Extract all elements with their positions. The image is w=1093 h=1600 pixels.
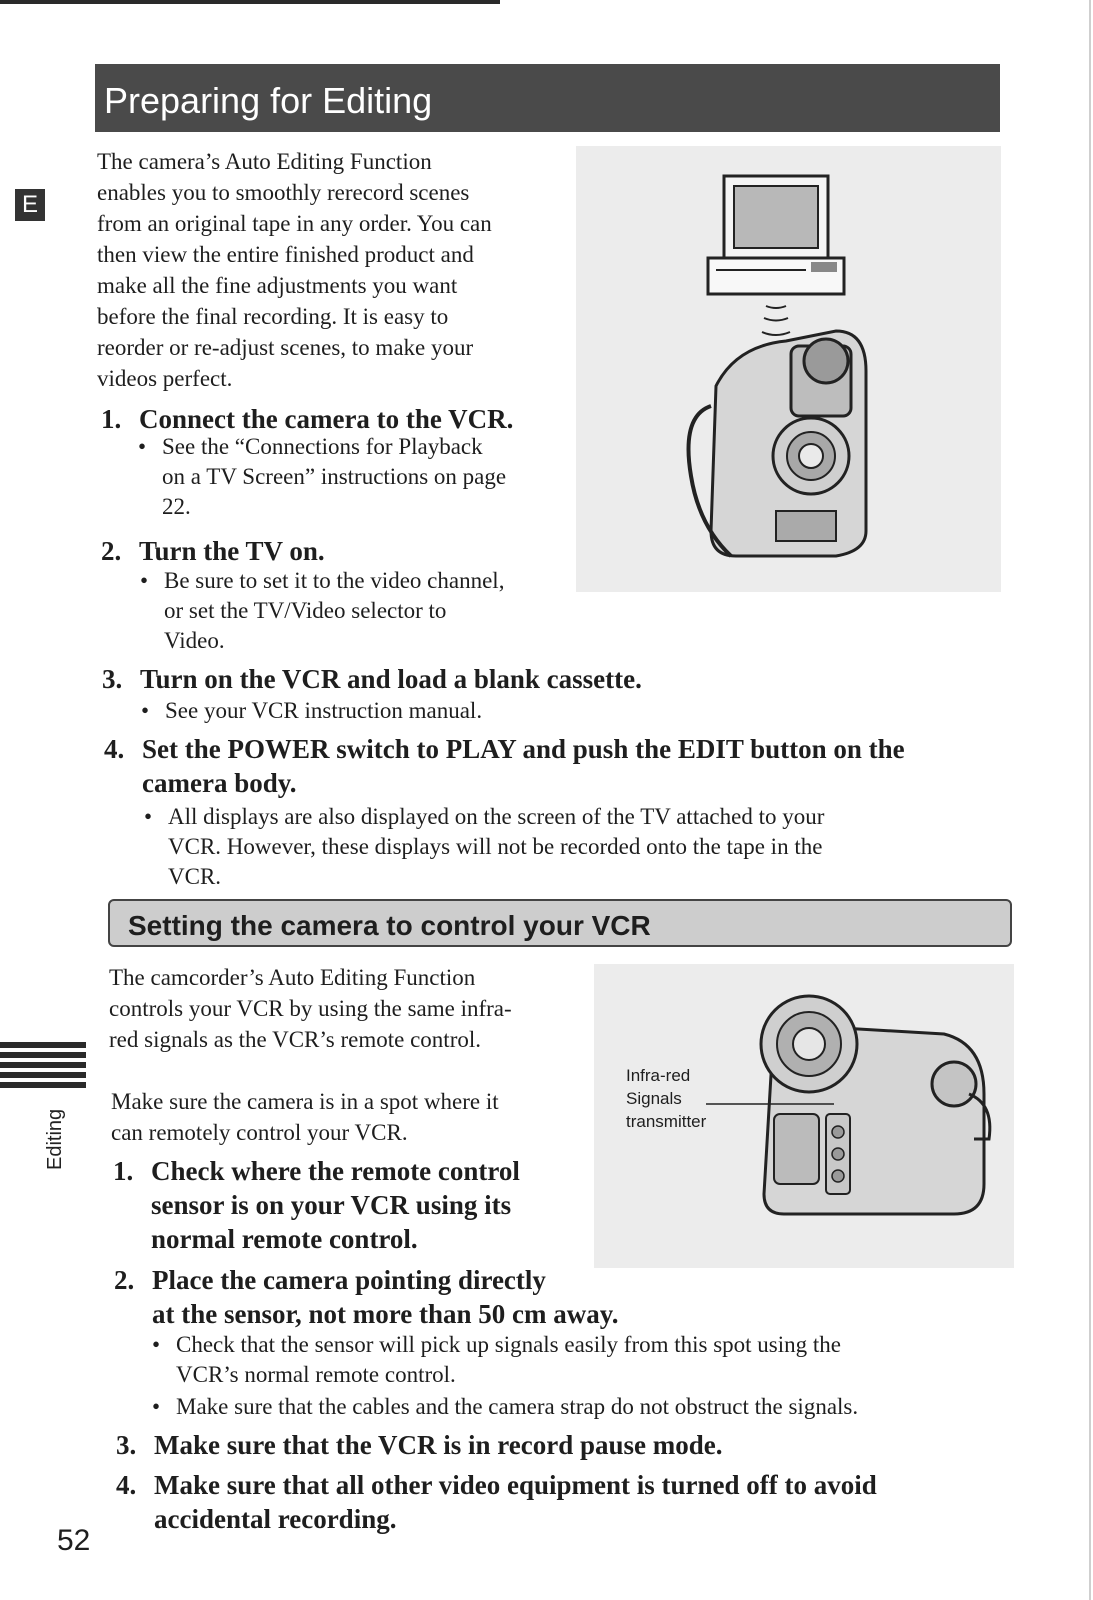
step-title: Set the POWER switch to PLAY and push the EDIT button on the [142, 734, 905, 764]
step-2-heading [101, 534, 325, 568]
page-title: Preparing for Editing [104, 80, 433, 121]
step-number: 4. [116, 1470, 137, 1500]
bullet-line: VCR’s normal remote control. [176, 1362, 456, 1387]
step-title: Make sure that all other video equipment is turned off to avoid [154, 1470, 877, 1500]
bullet-line: See the “Connections for Playback [162, 434, 483, 459]
step-title: Place the camera pointing directly [152, 1265, 546, 1295]
step-title: Turn the TV on. [139, 536, 325, 566]
step-number: 1. [113, 1156, 134, 1186]
step-title: Connect the camera to the VCR. [139, 404, 514, 434]
step-number: 3. [102, 664, 123, 694]
top-rule [0, 0, 500, 4]
section2-paragraph-2 [111, 1086, 601, 1148]
step-3-bullet: • See your VCR instruction manual. [141, 698, 483, 723]
paragraph-line: controls your VCR by using the same infra- [109, 996, 512, 1021]
bullet-line: See your VCR instruction manual. [165, 698, 483, 723]
step-3-heading [102, 662, 642, 696]
step-number: 4. [104, 734, 125, 764]
step-title: accidental recording. [154, 1504, 397, 1534]
step-number: 2. [101, 536, 122, 566]
bullet-line: or set the TV/Video selector to [164, 598, 447, 623]
step-title: normal remote control. [151, 1224, 418, 1254]
side-tab-label: Editing [44, 1108, 66, 1170]
s2-step-2-bullets: • Check that the sensor will pick up signals easily from this spot using the VCR’s normal remote control. • Make sure that the cables and the camera strap do not obstruct the signals. [152, 1332, 859, 1419]
infrared-transmitter-illustration [594, 964, 1014, 1268]
section-title: Setting the camera to control your VCR [128, 910, 651, 941]
step-number: 2. [114, 1265, 135, 1295]
bullet-line: All displays are also displayed on the screen of the TV attached to your [168, 804, 825, 829]
right-edge [1089, 0, 1091, 1600]
step-title: camera body. [142, 768, 297, 798]
label-line: transmitter [626, 1112, 707, 1131]
step-title: Make sure that the VCR is in record pause mode. [154, 1430, 723, 1460]
intro-line: then view the entire finished product and [97, 242, 474, 267]
camcorder-tv-drawing [576, 146, 1001, 592]
bullet-line: VCR. However, these displays will not be recorded onto the tape in the [168, 834, 823, 859]
bullet-line: Make sure that the cables and the camera strap do not obstruct the signals. [176, 1394, 859, 1419]
paragraph-line: The camcorder’s Auto Editing Function [109, 965, 476, 990]
label-line: Signals [626, 1089, 682, 1108]
bullet-line: Video. [164, 628, 225, 653]
bullet-line: VCR. [168, 864, 222, 889]
step-title: Turn on the VCR and load a blank cassette. [140, 664, 642, 694]
step-number: 1. [101, 404, 122, 434]
intro-paragraph [97, 146, 577, 394]
paragraph-line: can remotely control your VCR. [111, 1120, 408, 1145]
section2-paragraph-1 [109, 962, 599, 1055]
side-tab-bars [0, 1042, 86, 1098]
camcorder-tv-illustration [576, 146, 1001, 592]
bullet-line: Be sure to set it to the video channel, [164, 568, 505, 593]
transmitter-label [626, 1064, 706, 1133]
paragraph-line: Make sure the camera is in a spot where it [111, 1089, 499, 1114]
step-number: 3. [116, 1430, 137, 1460]
s2-step-2-heading [114, 1263, 619, 1331]
intro-line: before the final recording. It is easy to [97, 304, 449, 329]
step-1-bullet: • See the “Connections for Playback on a TV Screen” instructions on page 22. [138, 432, 506, 522]
s2-step-3-heading [116, 1428, 723, 1462]
step-1-heading [101, 402, 513, 436]
page-number: 52 [57, 1524, 91, 1557]
intro-line: reorder or re-adjust scenes, to make your [97, 335, 474, 360]
s2-step-4-heading [116, 1468, 877, 1536]
step-2-bullet: • Be sure to set it to the video channel, or set the TV/Video selector to Video. [140, 566, 504, 656]
intro-line: enables you to smoothly rerecord scenes [97, 180, 470, 205]
step-title: sensor is on your VCR using its [151, 1190, 512, 1220]
step-4-bullet: • All displays are also displayed on the screen of the TV attached to your VCR. However, these displays will not be recorded onto the tape in the VCR. [144, 802, 824, 892]
step-title: Check where the remote control [151, 1156, 520, 1186]
intro-line: The camera’s Auto Editing Function [97, 149, 432, 174]
step-4-heading [104, 732, 905, 800]
label-line: Infra-red [626, 1066, 691, 1085]
intro-line: videos perfect. [97, 366, 233, 391]
step-title: at the sensor, not more than 50 cm away. [152, 1299, 619, 1329]
intro-line: make all the fine adjustments you want [97, 273, 458, 298]
bullet-line: 22. [162, 494, 191, 519]
s2-step-1-heading [113, 1154, 520, 1256]
language-badge: E [15, 189, 45, 221]
bullet-line: on a TV Screen” instructions on page [162, 464, 507, 489]
intro-line: from an original tape in any order. You can [97, 211, 492, 236]
paragraph-line: red signals as the VCR’s remote control. [109, 1027, 481, 1052]
bullet-line: Check that the sensor will pick up signals easily from this spot using the [176, 1332, 842, 1357]
